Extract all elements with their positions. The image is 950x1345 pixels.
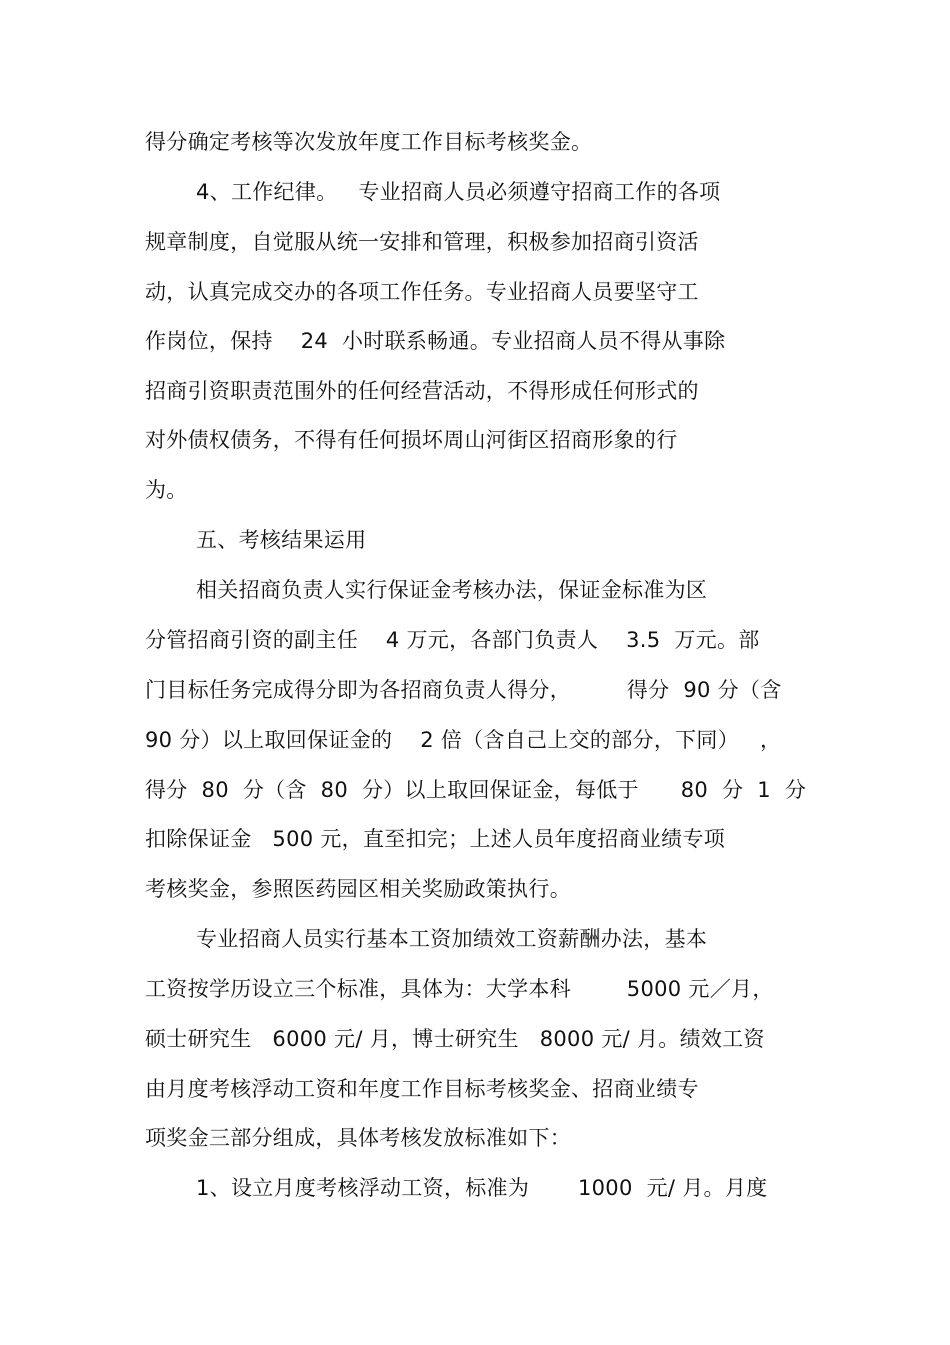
paragraph-line: 招商引资职责范围外的任何经营活动，不得形成任何形式的 bbox=[145, 379, 699, 403]
paragraph-line: 分管招商引资的副主任 4 万元，各部门负责人 3.5 万元。部 bbox=[145, 628, 760, 652]
paragraph-line: 相关招商负责人实行保证金考核办法，保证金标准为区 bbox=[196, 578, 708, 602]
paragraph-line: 由月度考核浮动工资和年度工作目标考核奖金、招商业绩专 bbox=[145, 1077, 699, 1101]
paragraph-line: 作岗位，保持 24 小时联系畅通。专业招商人员不得从事除 bbox=[145, 329, 726, 353]
paragraph-line: 规章制度，自觉服从统一安排和管理，积极参加招商引资活 bbox=[145, 230, 699, 254]
paragraph-line: 4、工作纪律。 专业招商人员必须遵守招商工作的各项 bbox=[196, 180, 721, 204]
paragraph-line: 考核奖金，参照医药园区相关奖励政策执行。 bbox=[145, 877, 571, 901]
paragraph-line: 为。 bbox=[145, 478, 188, 502]
paragraph-line: 工资按学历设立三个标准，具体为：大学本科 5000 元／月， bbox=[145, 977, 774, 1001]
paragraph-line: 得分 80 分（含 80 分）以上取回保证金，每低于 80 分 1 分 bbox=[145, 778, 807, 802]
paragraph-line: 扣除保证金 500 元，直至扣完；上述人员年度招商业绩专项 bbox=[145, 827, 726, 851]
paragraph-line: 动，认真完成交办的各项工作任务。专业招商人员要坚守工 bbox=[145, 280, 699, 304]
section-heading: 五、考核结果运用 bbox=[196, 528, 367, 552]
paragraph-line: 对外债权债务，不得有任何损坏周山河街区招商形象的行 bbox=[145, 428, 678, 452]
paragraph-line: 1、设立月度考核浮动工资，标准为 1000 元/ 月。月度 bbox=[196, 1176, 768, 1200]
paragraph-line: 硕士研究生 6000 元/ 月，博士研究生 8000 元/ 月。绩效工资 bbox=[145, 1027, 765, 1051]
paragraph-line: 门目标任务完成得分即为各招商负责人得分， 得分 90 分（含 bbox=[145, 678, 782, 702]
paragraph-line: 专业招商人员实行基本工资加绩效工资薪酬办法，基本 bbox=[196, 927, 708, 951]
paragraph-line: 90 分）以上取回保证金的 2 倍（含自己上交的部分，下同） ， bbox=[145, 728, 782, 752]
paragraph-line: 得分确定考核等次发放年度工作目标考核奖金。 bbox=[145, 130, 593, 154]
paragraph-line: 项奖金三部分组成，具体考核发放标准如下： bbox=[145, 1126, 571, 1150]
